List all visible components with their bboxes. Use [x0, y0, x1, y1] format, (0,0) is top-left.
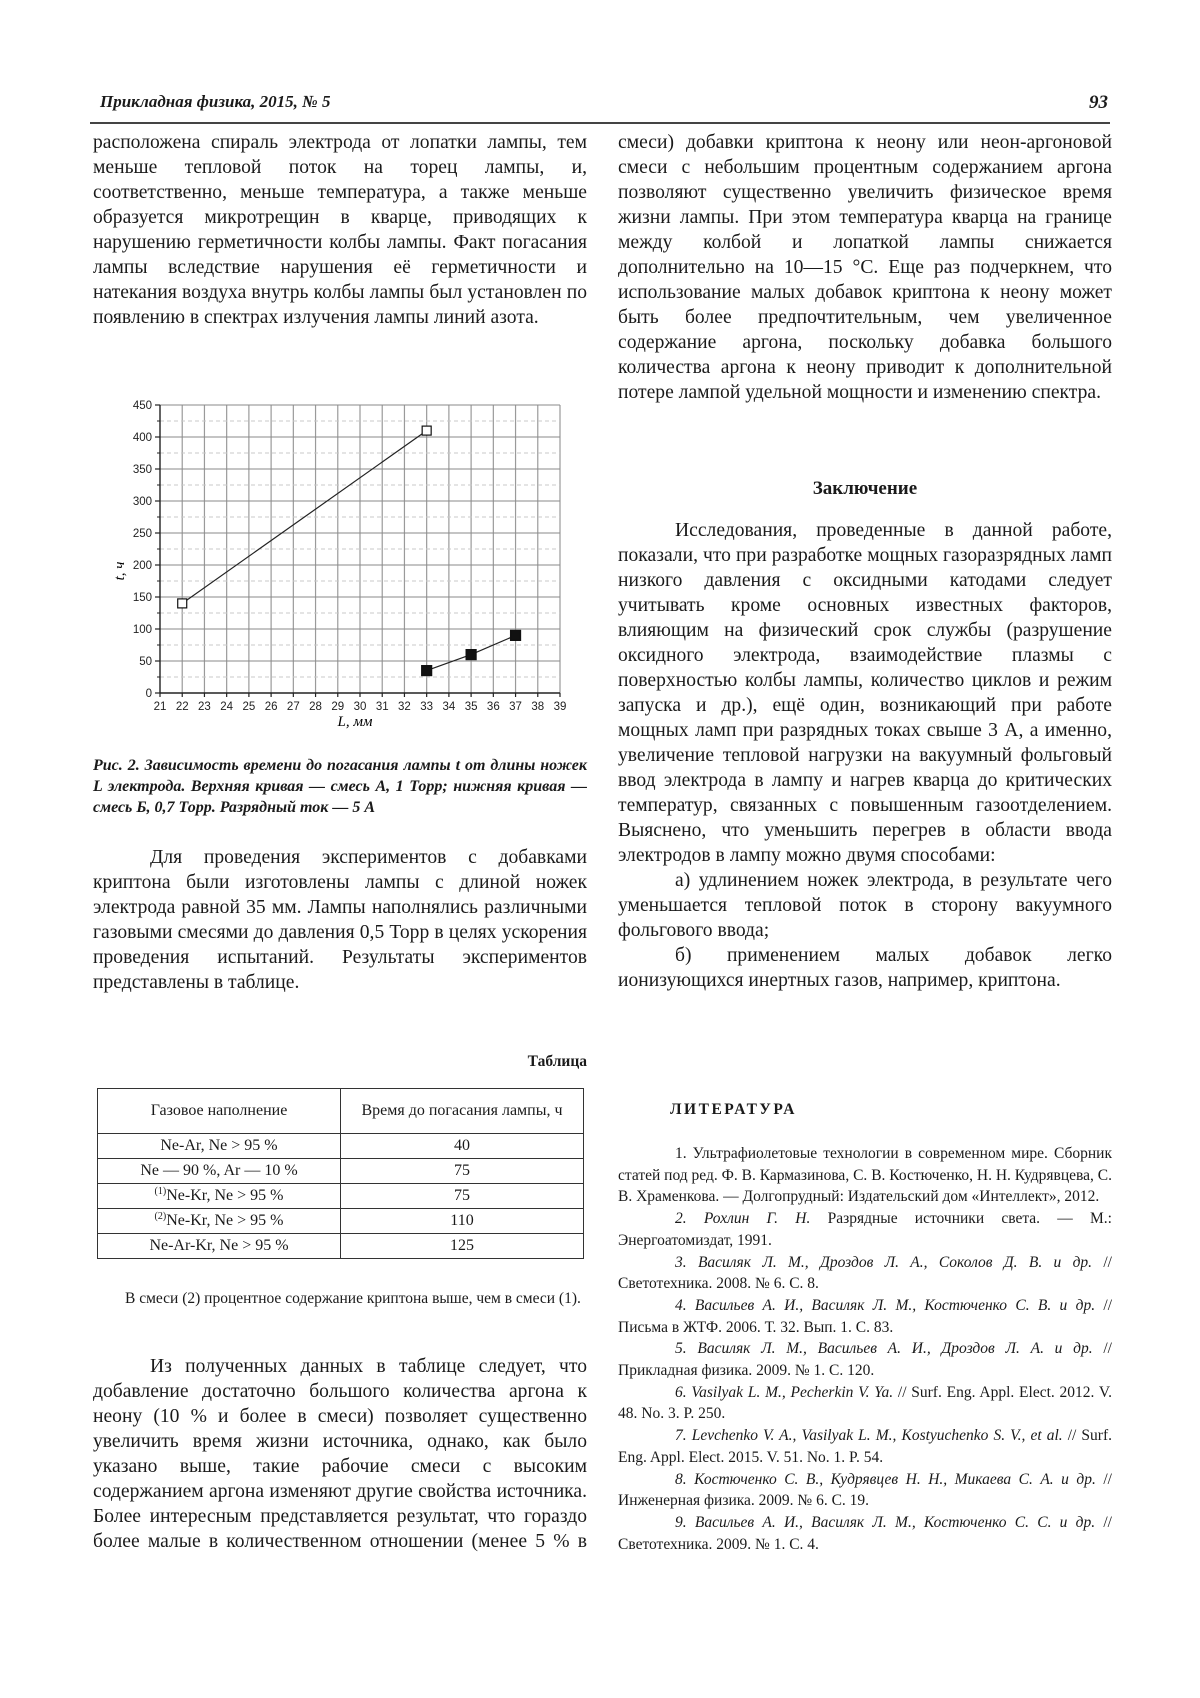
paragraph-text: Для проведения экспериментов с добавками криптона были изготовлены лампы с длиной ножек электрода равной 35 мм. Лампы наполнялись различными газовыми смесями до давления 0,5 Торр в целях ускорения проведения испытаний. Результаты экспериментов представлены в таблице.: [93, 847, 587, 993]
page-number: 93: [1089, 92, 1108, 113]
y-tick-label: 450: [132, 400, 152, 412]
results-table: [97, 1088, 584, 1259]
table-row: [98, 1209, 584, 1234]
cell-time: 125: [341, 1234, 584, 1259]
gas-mixture: Ne — 90 %, Ar — 10 %: [140, 1162, 298, 1179]
cell-gas: [98, 1234, 341, 1259]
reference-item: [618, 1382, 1112, 1425]
x-axis-label: L, мм: [337, 714, 373, 730]
figure-caption: Рис. 2. Зависимость времени до погасания лампы t от длины ножек L электрода. Верхняя кривая — смесь А, 1 Торр; нижняя кривая — смесь Б, 0,7 Торр. Разрядный ток — 5 А: [93, 757, 587, 816]
gas-mixture: Ne-Ar-Kr, Ne > 95 %: [149, 1237, 289, 1254]
y-tick-label: 50: [139, 656, 152, 668]
column-header-time: Время до погасания лампы, ч: [341, 1089, 584, 1134]
x-tick-label: 22: [175, 701, 189, 713]
y-tick-label: 150: [132, 592, 152, 604]
footnote-marker: (1): [154, 1186, 167, 1197]
table-row: [98, 1134, 584, 1159]
left-paragraph-1: [93, 130, 587, 330]
cell-time: 110: [341, 1209, 584, 1234]
reference-item: [618, 1252, 1112, 1295]
filled-square-marker: [511, 630, 521, 640]
y-tick-labels: [133, 400, 152, 700]
running-header: [100, 92, 1108, 122]
chart-grid: [160, 405, 560, 693]
reference-source: // Прикладная физика. 2009. № 1. С. 120.: [618, 1340, 1112, 1380]
x-tick-label: 26: [264, 701, 278, 713]
filled-square-marker: [422, 666, 432, 676]
reference-item: [618, 1469, 1112, 1512]
figure-2-chart: [110, 388, 580, 733]
reference-source: // Светотехника. 2008. № 6. С. 8.: [618, 1253, 1112, 1293]
x-tick-label: 23: [198, 701, 211, 713]
right-paragraph-1: [618, 130, 1112, 405]
references-list: [618, 1143, 1112, 1555]
cell-gas: [98, 1209, 341, 1234]
cell-gas: [98, 1159, 341, 1184]
open-square-marker: [422, 426, 431, 435]
y-tick-label: 100: [132, 624, 152, 636]
x-tick-label: 29: [331, 701, 345, 713]
table-label: Таблица: [527, 1053, 587, 1070]
reference-source: // Письма в ЖТФ. 2006. Т. 32. Вып. 1. С. 83.: [618, 1296, 1112, 1336]
reference-source: // Инженерная физика. 2009. № 6. С. 19.: [618, 1470, 1112, 1510]
list-item-a: а) удлинением ножек электрода, в результате чего уменьшается тепловой поток в сторону вакуумного фольгового ввода;: [618, 870, 1112, 941]
reference-authors: 8. Костюченко С. В., Кудрявцев Н. Н., Микаева С. А. и др.: [675, 1470, 1096, 1488]
open-square-marker: [178, 599, 187, 608]
reference-item: [618, 1208, 1112, 1251]
reference-authors: 2. Рохлин Г. Н.: [675, 1210, 811, 1228]
table-note: В смеси (2) процентное содержание криптона выше, чем в смеси (1).: [125, 1290, 581, 1307]
chart-series: [178, 426, 521, 675]
reference-authors: 4. Васильев А. И., Василяк Л. М., Костюченко С. В. и др.: [675, 1296, 1096, 1314]
y-tick-label: 300: [132, 496, 152, 508]
reference-authors: 7. Levchenko V. A., Vasilyak L. M., Kostyuchenko S. V., et al.: [675, 1427, 1063, 1445]
x-tick-label: 38: [531, 701, 545, 713]
filled-square-marker: [466, 650, 476, 660]
gas-mixture: Ne-Ar, Ne > 95 %: [160, 1137, 278, 1154]
x-tick-label: 35: [464, 701, 478, 713]
references-heading: ЛИТЕРАТУРА: [670, 1101, 797, 1118]
journal-title: Прикладная физика, 2015, № 5: [100, 92, 331, 111]
paragraph-text: расположена спираль электрода от лопатки лампы, тем меньше тепловой поток на торец лампы, и, соответственно, меньше температура, а также меньше образуется микротрещин в кварце, приводящих к нарушению герметичности колбы лампы. Факт погасания лампы вследствие нарушения её герметичности и натекания воздуха внутрь колбы лампы был установлен по появлению в спектрах излучения лампы линий азота.: [93, 132, 587, 328]
reference-authors: 9. Васильев А. И., Василяк Л. М., Костюченко С. С. и др.: [675, 1513, 1096, 1531]
reference-item: [618, 1512, 1112, 1555]
table-row: [98, 1234, 584, 1259]
cell-gas: [98, 1134, 341, 1159]
x-tick-label: 36: [486, 701, 500, 713]
paragraph-text: Исследования, проведенные в данной работе, показали, что при разработке мощных газоразрядных ламп низкого давления с оксидными катодами следует учитывать кроме основных известных факторов, влияющим на физический срок службы (разрушение оксидного электрода, взаимодействие плазмы с поверхностью колбы лампы, количество циклов и режим запуска и др.), ещё один, возникающий при работе мощных ламп при разрядных токах свыше 3 А, а именно, увеличение тепловой нагрузки на вакуумный фольговый ввод электрода в лампу и нагрев кварца до критических температур, связанных с повышенным газоотделением. Выяснено, что уменьшить перегрев в области ввода электродов в лампу можно двумя способами:: [618, 520, 1112, 866]
left-paragraph-3: [93, 1354, 587, 1554]
cell-time: 75: [341, 1184, 584, 1209]
reference-authors: 6. Vasilyak L. M., Pecherkin V. Ya.: [675, 1383, 894, 1401]
reference-source: // Светотехника. 2009. № 1. С. 4.: [618, 1513, 1112, 1553]
y-tick-label: 0: [145, 688, 152, 700]
x-tick-label: 32: [398, 701, 411, 713]
reference-item: [618, 1295, 1112, 1338]
paragraph-text: Из полученных данных в таблице следует, что добавление достаточно большого количества аргона к неону (10 % и более в смеси) позволяет существенно увеличить время жизни источника, однако, как было указано выше, такие рабочие смеси с высоким содержанием аргона изменяют другие свойства источника. Более интересным представляется результат, что гораздо более малые в количественном отношении (менее 5 % в: [93, 1356, 587, 1552]
x-tick-label: 28: [309, 701, 322, 713]
x-tick-label: 39: [553, 701, 567, 713]
y-tick-label: 250: [132, 528, 152, 540]
x-tick-label: 30: [353, 701, 367, 713]
table-header-row: [98, 1089, 584, 1134]
x-tick-label: 34: [442, 701, 456, 713]
header-rule: [90, 122, 1110, 124]
x-tick-label: 21: [153, 701, 167, 713]
paragraph-text: смеси) добавки криптона к неону или неон-аргоновой смеси с небольшим процентным содержанием аргона позволяют существенно увеличить физическое время жизни лампы. При этом температура кварца на границе между колбой и лопаткой лампы снижается дополнительно на 10—15 °С. Еще раз подчеркнем, что использование малых добавок криптона к неону может быть более предпочтительным, чем увеличенное содержание аргона, поскольку добавка большого количества аргона к неону приводит к дополнительной потере лампой удельной мощности и изменению спектра.: [618, 132, 1112, 403]
y-axis-label: t, ч: [112, 561, 128, 581]
reference-source: 1. Ультрафиолетовые технологии в современном мире. Сборник статей под ред. Ф. В. Кармазинова, С. В. Костюченко, Н. Н. Кудрявцева, С. В. Храменкова. — Долгопрудный: Издательский дом «Интеллект», 2012.: [618, 1145, 1112, 1206]
cell-time: 40: [341, 1134, 584, 1159]
conclusion-body: [618, 518, 1112, 993]
reference-item: [618, 1425, 1112, 1468]
reference-item: [618, 1338, 1112, 1381]
gas-mixture: Ne-Kr, Ne > 95 %: [166, 1187, 284, 1204]
footnote-marker: (2): [154, 1211, 167, 1222]
x-tick-label: 27: [286, 701, 300, 713]
reference-authors: 3. Василяк Л. М., Дроздов Л. А., Соколов Д. В. и др.: [675, 1253, 1093, 1271]
x-tick-label: 25: [242, 701, 256, 713]
table-row: [98, 1184, 584, 1209]
table-row: [98, 1159, 584, 1184]
gas-mixture: Ne-Kr, Ne > 95 %: [166, 1212, 284, 1229]
x-tick-label: 37: [509, 701, 522, 713]
x-tick-labels: [154, 701, 567, 713]
x-tick-label: 33: [420, 701, 434, 713]
reference-item: [618, 1143, 1112, 1208]
reference-source: // Surf. Eng. Appl. Elect. 2015. V. 51. No. 1. P. 54.: [618, 1427, 1112, 1466]
left-paragraph-2: [93, 845, 587, 995]
x-tick-label: 24: [220, 701, 234, 713]
y-tick-label: 200: [132, 560, 152, 572]
column-header-gas: Газовое наполнение: [98, 1089, 341, 1134]
reference-source: // Surf. Eng. Appl. Elect. 2012. V. 48. No. 3. P. 250.: [618, 1383, 1112, 1423]
y-tick-label: 400: [132, 432, 152, 444]
cell-gas: [98, 1184, 341, 1209]
list-item-b: б) применением малых добавок легко ионизующихся инертных газов, например, криптона.: [618, 945, 1112, 991]
reference-authors: 5. Василяк Л. М., Васильев А. И., Дроздов Л. А. и др.: [675, 1340, 1093, 1358]
x-tick-label: 31: [375, 701, 389, 713]
conclusion-heading: Заключение: [812, 478, 918, 499]
y-tick-label: 350: [132, 464, 152, 476]
cell-time: 75: [341, 1159, 584, 1184]
chart-axes: [155, 405, 560, 697]
reference-source: Разрядные источники света. — М.: Энергоатомиздат, 1991.: [618, 1210, 1112, 1249]
